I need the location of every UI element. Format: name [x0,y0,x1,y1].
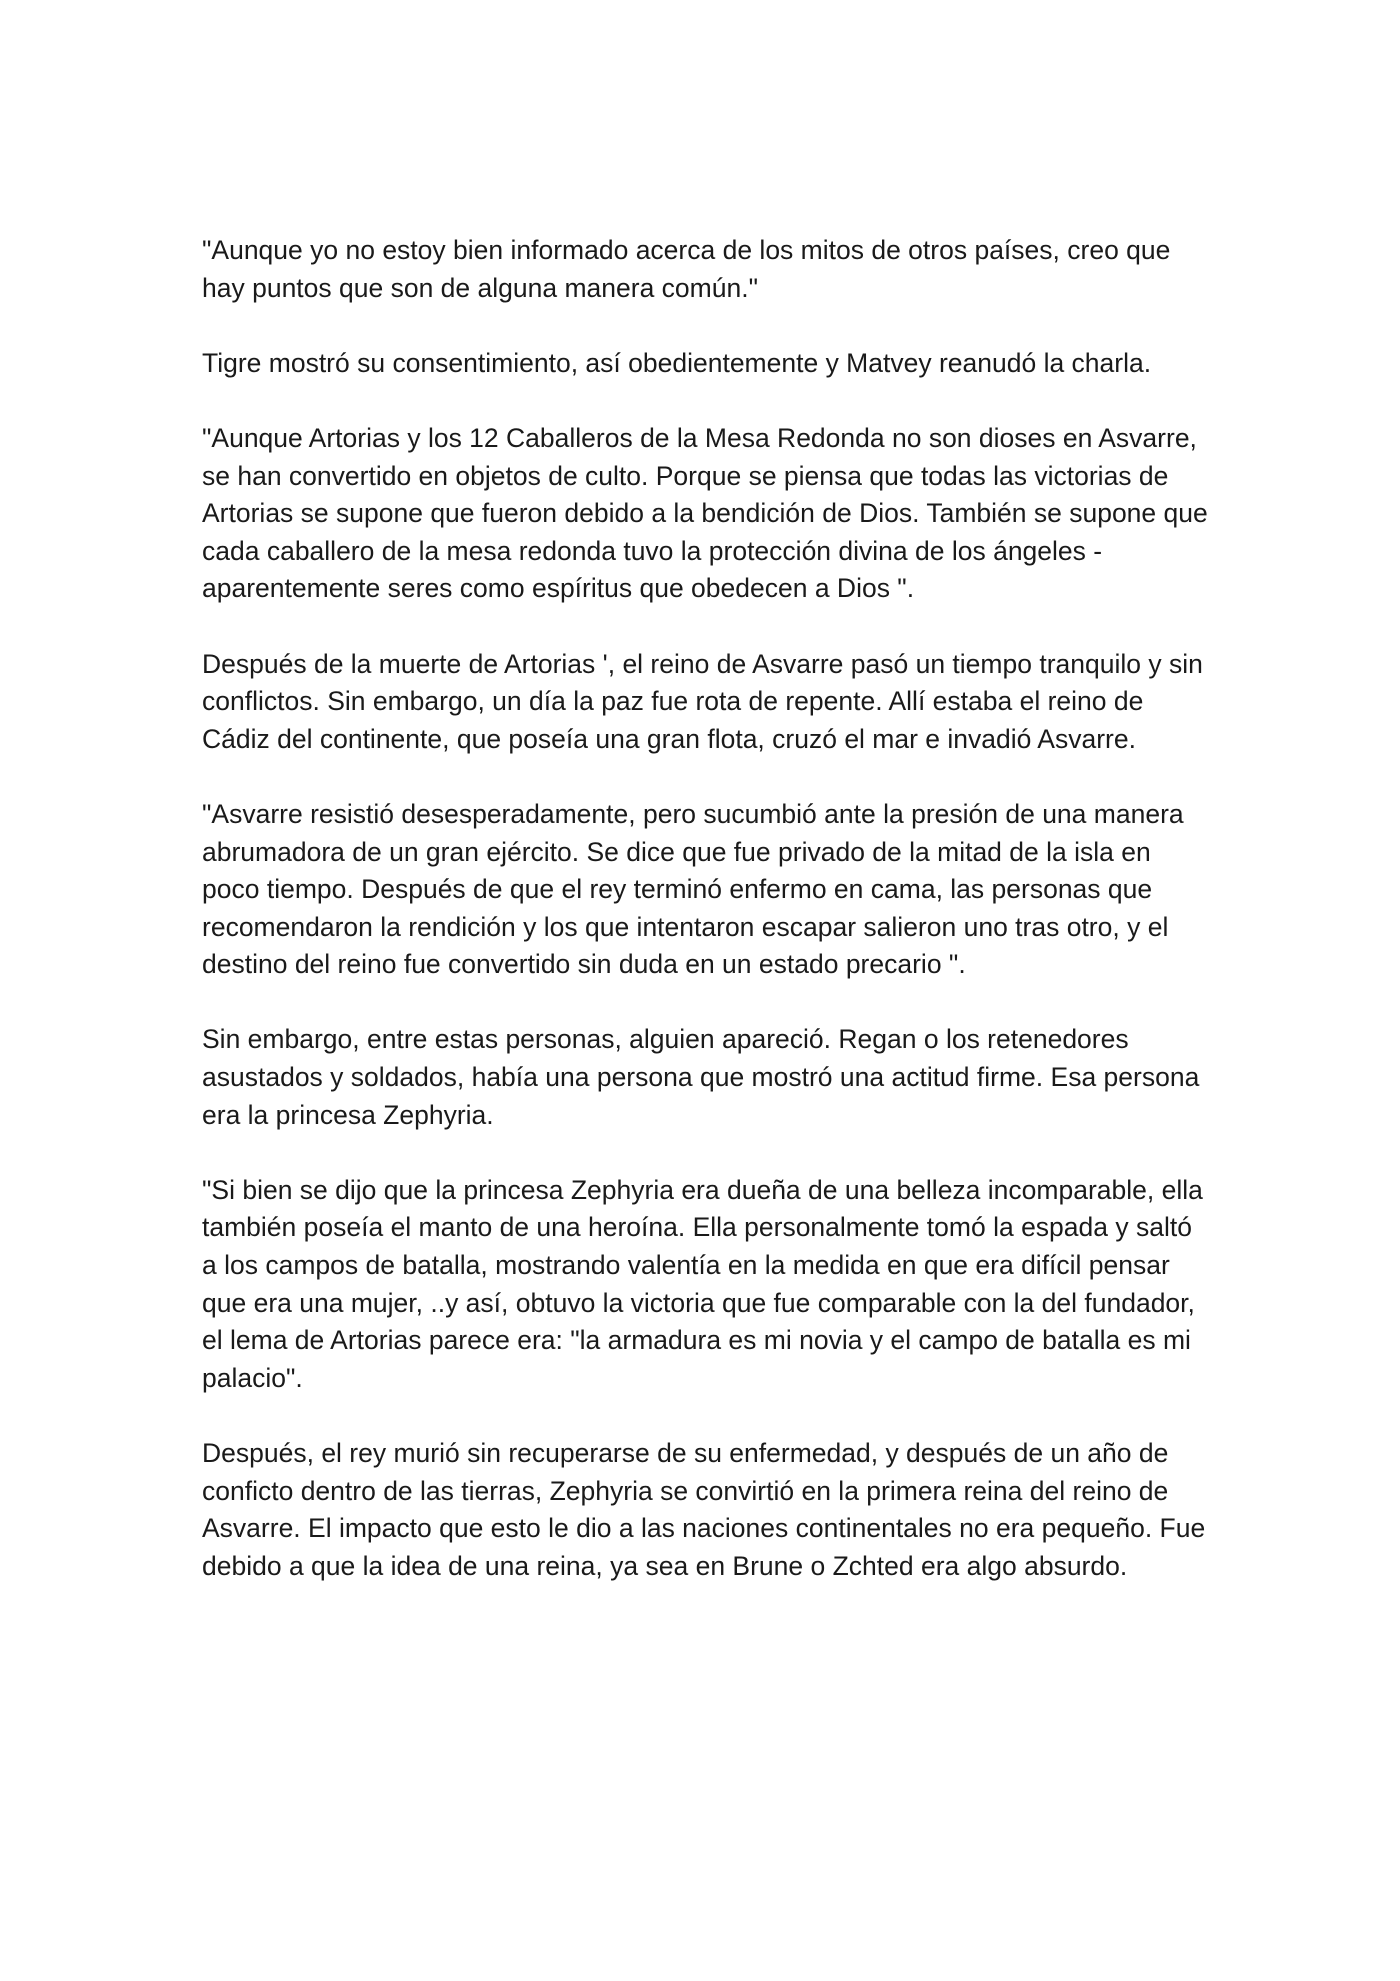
paragraph: Después, el rey murió sin recuperarse de su enfermedad, y después de un año de conficto dentro de las tierras, Zephyria se convirtió en la primera reina del reino de Asvarre. El impacto que esto le dio a las naciones continentales no era pequeño. Fue debido a que la idea de una reina, ya sea en Brune o Zchted era algo absurdo. [202,1438,1206,1581]
paragraph: Después de la muerte de Artorias ', el reino de Asvarre pasó un tiempo tranquilo y sin conflictos. Sin embargo, un día la paz fue rota de repente. Allí estaba el reino de Cádiz del continente, que poseía una gran flota, cruzó el mar e invadió Asvarre. [202,648,1203,754]
paragraph: Sin embargo, entre estas personas, alguien apareció. Regan o los retenedores asustados y soldados, había una persona que mostró una actitud firme. Esa persona era la princesa Zephyria. [202,1024,1200,1130]
paragraph: "Si bien se dijo que la princesa Zephyria era dueña de una belleza incomparable, ella también poseía el manto de una heroína. Ella personalmente tomó la espada y saltó a los campos de batalla, mostrando valentía en la medida en que era difícil pensar que era una mujer, ..y así, obtuvo la victoria que fue comparable con la del fundador, el lema de Artorias parece era: "la armadura es mi novia y el campo de batalla es mi palacio". [202,1174,1203,1393]
body-text [202,232,1212,1585]
paragraph: "Aunque Artorias y los 12 Caballeros de la Mesa Redonda no son dioses en Asvarre, se han convertido en objetos de culto. Porque se piensa que todas las victorias de Artorias se supone que fueron debido a la bendición de Dios. También se supone que cada caballero de la mesa redonda tuvo la protección divina de los ángeles - aparentemente seres como espíritus que obedecen a Dios ". [202,422,1208,604]
paragraph: "Aunque yo no estoy bien informado acerca de los mitos de otros países, creo que hay puntos que son de alguna manera común." [202,235,1171,303]
paragraph: Tigre mostró su consentimiento, así obedientemente y Matvey reanudó la charla. [202,347,1152,378]
paragraph: "Asvarre resistió desesperadamente, pero sucumbió ante la presión de una manera abrumadora de un gran ejército. Se dice que fue privado de la mitad de la isla en poco tiempo. Después de que el rey terminó enfermo en cama, las personas que recomendaron la rendición y los que intentaron escapar salieron uno tras otro, y el destino del reino fue convertido sin duda en un estado precario ". [202,798,1184,980]
